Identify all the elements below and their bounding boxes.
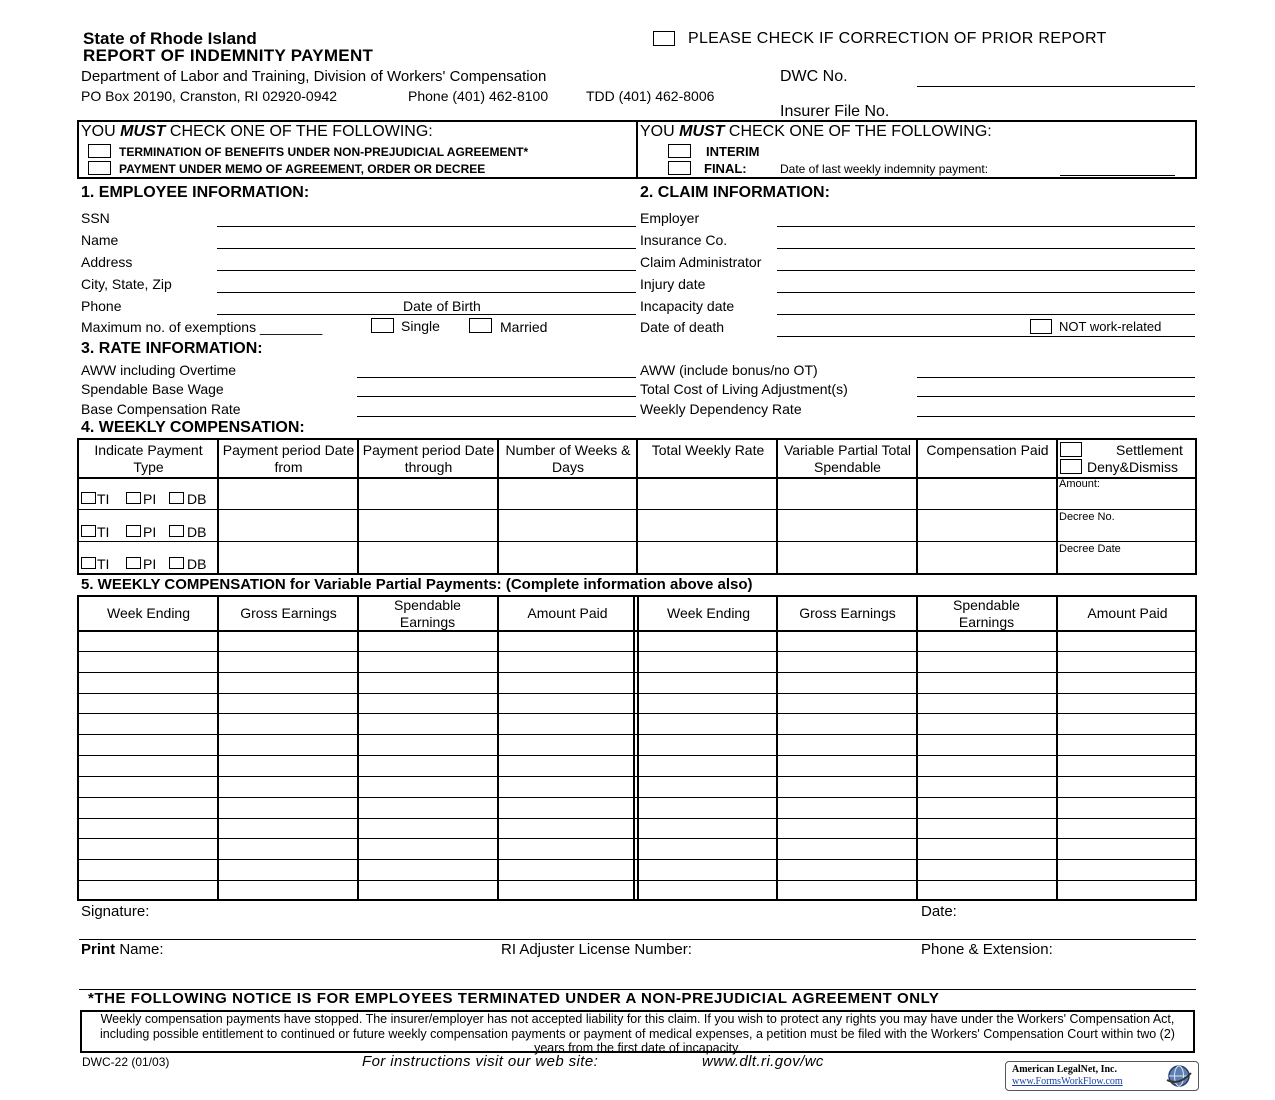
correction-checkbox[interactable] <box>653 31 675 46</box>
administrator-label: Claim Administrator <box>640 254 762 270</box>
table-row-divider <box>77 651 1197 652</box>
aww-overtime-line[interactable] <box>357 377 636 378</box>
settlement-checkbox[interactable] <box>1060 442 1082 457</box>
dwc-no-label: DWC No. <box>780 68 848 85</box>
ssn-label: SSN <box>81 210 110 226</box>
row2-db-label: DB <box>187 524 207 540</box>
table-row-divider <box>77 838 1197 839</box>
check-left-heading: YOU MUST CHECK ONE OF THE FOLLOWING: <box>81 123 433 140</box>
vp-week-ending-2: Week Ending <box>666 605 750 621</box>
table-row-divider <box>77 713 1197 714</box>
table-row-divider <box>77 797 1197 798</box>
phone-line[interactable] <box>217 314 636 315</box>
injury-date-line[interactable] <box>777 292 1195 293</box>
vp-gross-earnings-1: Gross Earnings <box>240 605 337 621</box>
dependency-rate-line[interactable] <box>917 416 1195 417</box>
state-name: State of Rhode Island <box>83 29 257 48</box>
table-row-divider <box>77 693 1197 694</box>
header-compensation-paid: Compensation Paid <box>926 442 1049 458</box>
row2-pi-label: PI <box>143 524 157 540</box>
deny-dismiss-checkbox[interactable] <box>1060 459 1082 474</box>
phone-number: Phone (401) 462-8100 <box>408 88 549 104</box>
employer-label: Employer <box>640 210 700 226</box>
table-row-divider <box>77 672 1197 673</box>
row3-ti-label: TI <box>97 556 110 572</box>
vp-amount-paid-2: Amount Paid <box>1087 605 1168 621</box>
name-line[interactable] <box>217 248 636 249</box>
vp-week-ending-1: Week Ending <box>106 605 190 621</box>
signature-line[interactable] <box>79 939 1196 940</box>
header-weeks-days: Number of Weeks & Days <box>505 442 631 475</box>
incapacity-date-line[interactable] <box>777 314 1195 315</box>
name-label: Name <box>81 232 119 248</box>
dwc-no-line[interactable] <box>917 86 1195 87</box>
variable-heading: 5. WEEKLY COMPENSATION for Variable Partial Payments: (Complete information above also) <box>81 576 753 593</box>
death-date-label: Date of death <box>640 319 725 335</box>
vp-gross-earnings-2: Gross Earnings <box>799 605 896 621</box>
last-payment-label: Date of last weekly indemnity payment: <box>780 162 989 176</box>
header-date-through: Payment period Date through <box>362 442 495 475</box>
interim-checkbox[interactable] <box>668 144 691 158</box>
row3-ti-checkbox[interactable] <box>81 557 96 569</box>
row3-pi-checkbox[interactable] <box>126 557 141 569</box>
base-rate-label: Base Compensation Rate <box>81 401 241 417</box>
table-row-divider <box>77 734 1197 735</box>
insurance-label: Insurance Co. <box>640 232 728 248</box>
dependency-rate-label: Weekly Dependency Rate <box>640 401 802 417</box>
aww-overtime-label: AWW including Overtime <box>81 362 237 378</box>
married-label: Married <box>500 319 548 335</box>
final-label: FINAL: <box>704 161 747 176</box>
single-label: Single <box>401 318 440 334</box>
row2-ti-checkbox[interactable] <box>81 525 96 537</box>
rate-heading: 3. RATE INFORMATION: <box>81 340 263 357</box>
weekly-heading: 4. WEEKLY COMPENSATION: <box>81 419 305 436</box>
table-row-divider <box>77 755 1197 756</box>
spendable-wage-label: Spendable Base Wage <box>81 381 224 397</box>
exemptions-label: Maximum no. of exemptions ________ <box>81 319 323 335</box>
license-label: RI Adjuster License Number: <box>501 941 692 958</box>
row2-db-checkbox[interactable] <box>169 525 184 537</box>
not-work-related-checkbox[interactable] <box>1030 319 1052 334</box>
termination-checkbox[interactable] <box>88 144 111 158</box>
interim-label: INTERIM <box>706 144 760 159</box>
row1-db-label: DB <box>187 491 207 507</box>
row1-pi-checkbox[interactable] <box>126 492 141 504</box>
vp-spendable-earnings-2: Spendable Earnings <box>953 597 1020 630</box>
cola-label: Total Cost of Living Adjustment(s) <box>640 381 848 397</box>
insurance-line[interactable] <box>777 248 1195 249</box>
decree-date-label: Decree Date <box>1059 543 1121 555</box>
phone-label: Phone <box>81 298 122 314</box>
aww-bonus-label: AWW (include bonus/no OT) <box>640 362 818 378</box>
table-row-divider <box>77 776 1197 777</box>
vp-amount-paid-1: Amount Paid <box>527 605 608 621</box>
employer-line[interactable] <box>777 226 1195 227</box>
not-work-related-label: NOT work-related <box>1059 319 1162 334</box>
department: Department of Labor and Training, Division of Workers' Compensation <box>81 68 547 85</box>
row3-db-label: DB <box>187 556 207 572</box>
administrator-line[interactable] <box>777 270 1195 271</box>
row2-pi-checkbox[interactable] <box>126 525 141 537</box>
row2-ti-label: TI <box>97 524 110 540</box>
claim-heading: 2. CLAIM INFORMATION: <box>640 184 830 201</box>
mailing-address: PO Box 20190, Cranston, RI 02920-0942 <box>81 88 338 104</box>
row3-pi-label: PI <box>143 556 157 572</box>
notice-body: Weekly compensation payments have stopped. The insurer/employer has not accepted liability for this claim. If you wish to protect any rights you may have under the Workers' Compensation Act, including possible entitlement to continued or future weekly compensation payments or payment of medical expenses, a petition must be filed with the Workers' Compensation Court within two (2) years from the first date of incapacity. <box>80 1010 1195 1053</box>
row1-db-checkbox[interactable] <box>169 492 184 504</box>
base-rate-line[interactable] <box>357 416 636 417</box>
memo-agreement-label: PAYMENT UNDER MEMO OF AGREEMENT, ORDER OR DECREE <box>119 162 486 176</box>
american-legalnet-logo[interactable] <box>1005 1061 1199 1091</box>
vp-spendable-earnings-1: Spendable Earnings <box>394 597 461 630</box>
instructions-text: For instructions visit our web site: <box>362 1053 599 1070</box>
spendable-wage-line[interactable] <box>357 396 636 397</box>
employee-heading: 1. EMPLOYEE INFORMATION: <box>81 184 310 201</box>
amount-label: Amount: <box>1059 478 1100 490</box>
phone-ext-label: Phone & Extension: <box>921 941 1053 958</box>
final-checkbox[interactable] <box>668 161 691 175</box>
notice-heading: *THE FOLLOWING NOTICE IS FOR EMPLOYEES TERMINATED UNDER A NON-PREJUDICIAL AGREEMENT ONLY <box>88 990 940 1007</box>
incapacity-date-label: Incapacity date <box>640 298 735 314</box>
city-line[interactable] <box>217 292 636 293</box>
decree-no-label: Decree No. <box>1059 511 1115 523</box>
form-number: DWC-22 (01/03) <box>82 1055 170 1069</box>
table-row-divider <box>77 859 1197 860</box>
row1-pi-label: PI <box>143 491 157 507</box>
logo-name: American LegalNet, Inc. <box>1012 1064 1117 1075</box>
city-label: City, State, Zip <box>81 276 172 292</box>
row1-ti-label: TI <box>97 491 110 507</box>
header-weekly-rate: Total Weekly Rate <box>651 442 765 458</box>
ssn-line[interactable] <box>217 226 636 227</box>
row3-db-checkbox[interactable] <box>169 557 184 569</box>
memo-agreement-checkbox[interactable] <box>88 161 111 175</box>
date-label: Date: <box>921 903 957 920</box>
header-payment-type: Indicate Payment Type <box>94 442 203 475</box>
header-variable-partial: Variable Partial Total Spendable <box>783 442 912 475</box>
deny-dismiss-label: Deny&Dismiss <box>1087 459 1179 475</box>
married-checkbox[interactable] <box>469 318 492 333</box>
check-right-heading: YOU MUST CHECK ONE OF THE FOLLOWING: <box>640 123 992 140</box>
dob-label: Date of Birth <box>403 298 481 314</box>
settlement-label: Settlement <box>1116 442 1183 458</box>
website-link[interactable]: www.dlt.ri.gov/wc <box>702 1053 824 1070</box>
tdd-number: TDD (401) 462-8006 <box>586 88 715 104</box>
check-one-divider <box>636 120 638 179</box>
row1-ti-checkbox[interactable] <box>81 492 96 504</box>
address-label: Address <box>81 254 133 270</box>
single-checkbox[interactable] <box>371 318 394 333</box>
print-name-label: Print Name: <box>81 941 164 958</box>
table-row-divider <box>77 880 1197 881</box>
cola-line[interactable] <box>917 396 1195 397</box>
form-title: REPORT OF INDEMNITY PAYMENT <box>83 46 374 65</box>
termination-label: TERMINATION OF BENEFITS UNDER NON-PREJUDICIAL AGREEMENT* <box>119 145 529 159</box>
death-date-line[interactable] <box>777 336 1195 337</box>
address-line[interactable] <box>217 270 636 271</box>
table-row-divider <box>77 818 1197 819</box>
correction-label: PLEASE CHECK IF CORRECTION OF PRIOR REPORT <box>688 30 1107 47</box>
globe-icon <box>1164 1064 1194 1088</box>
aww-bonus-line[interactable] <box>917 377 1195 378</box>
signature-label: Signature: <box>81 903 150 920</box>
logo-url: www.FormsWorkFlow.com <box>1012 1076 1123 1087</box>
injury-date-label: Injury date <box>640 276 706 292</box>
header-date-from: Payment period Date from <box>222 442 355 475</box>
insurer-file-label: Insurer File No. <box>780 103 890 120</box>
last-payment-line[interactable] <box>1060 175 1175 176</box>
